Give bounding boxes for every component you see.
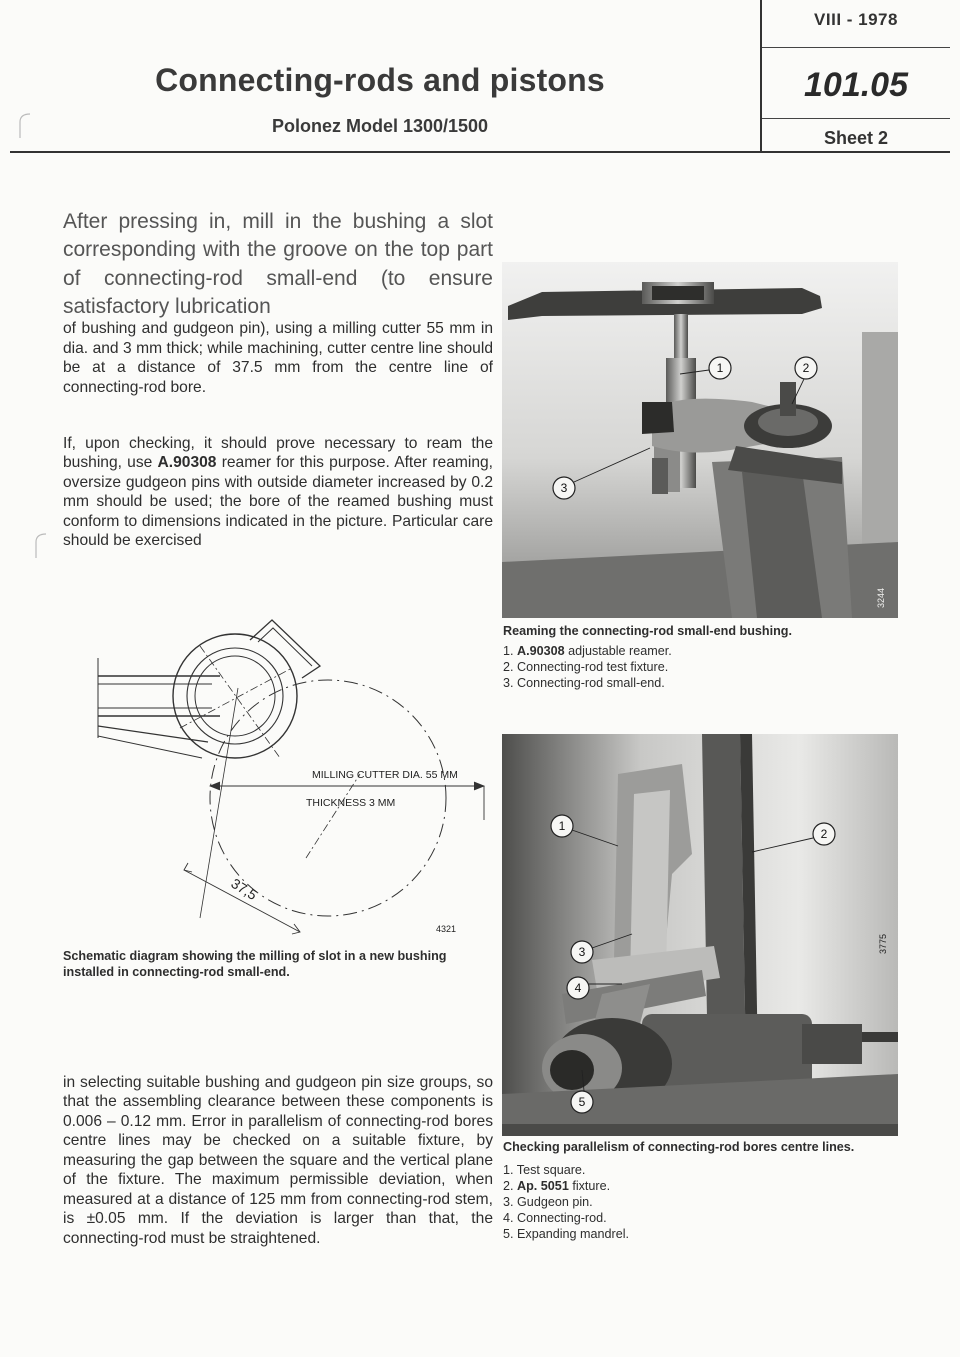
reaming-photo [502,262,898,618]
figure2-legend-item: 3. Gudgeon pin. [503,1195,593,1210]
photo2-callout-1: 1 [558,819,566,833]
body-paragraph-1-lead: After pressing in, mill in the bushing a slot corresponding with the groove on the top part of connecting-rod small-end (to ensure satisfactory lubrication [63,210,493,319]
photo1-ref-number: 3244 [876,587,886,608]
figure2-legend-item: 1. Test square. [503,1163,586,1177]
section-number: 101.05 [804,66,908,104]
diagram-ref-number: 4321 [436,924,457,934]
body-paragraph-2-end: reamer for this purpose. After reaming, oversize gudgeon pins with outside diameter increased by 0.2 mm should be used; the bore of the reamed bushing must conform to dimensions indicated in the picture. Particular care should be exercised [63,454,493,550]
body-paragraph-2-start: If, upon checking, it should prove necessary to ream the bushing, use [63,435,493,472]
side-bracket-mark [30,530,60,560]
figure1-caption: Reaming the connecting-rod small-end bushing. [503,624,792,638]
figure1-legend [503,643,903,691]
figure1-legend-item: 1. A.90308 adjustable reamer. [503,644,672,658]
page-subtitle: Polonez Model 1300/1500 [271,116,489,136]
photo2-ref-number: 3775 [878,933,888,954]
photo2-callout-2: 2 [820,827,828,841]
header-divider-bottom [762,118,950,119]
sheet-label: Sheet 2 [823,128,889,148]
parallelism-check-photo [502,734,898,1136]
diagram-label-cutter: MILLING CUTTER DIA. 55 MM [312,769,458,781]
figure2-legend-item: 2. Ap. 5051 fixture. [503,1179,611,1194]
edition-label: VIII - 1978 [814,10,898,29]
body-paragraph-3: in selecting suitable bushing and gudgeon pin size groups, so that the assembling clearance between these components is 0.006 – 0.12 mm. Error in parallelism of connecting-rod bores centre lines may be checked on a suitable fixture, by measuring the gap between the square and the vertical plane of the fixture. The maximum permissible deviation, when measured at a distance of 125 mm from connecting-rod stem, is ±0.05 mm. If the deviation is larger than that, the connecting-rod must be straightened. [63,1074,493,1247]
photo2-callout-4: 4 [574,981,582,995]
diagram-caption: Schematic diagram showing the milling of slot in a new bushing installed in connecting-rod small-end. [63,949,447,979]
diagram-label-thickness: THICKNESS 3 MM [306,797,396,809]
page-header [0,0,960,160]
photo1-callout-1: 1 [716,361,724,375]
photo2-callout-5: 5 [578,1095,586,1109]
figure2-legend-item: 4. Connecting-rod. [503,1211,607,1226]
photo1-callout-3: 3 [560,481,568,495]
figure1-legend-item: 3. Connecting-rod small-end. [503,676,665,691]
figure2-legend-item: 5. Expanding mandrel. [503,1227,630,1242]
body-paragraph-1-rest: of bushing and gudgeon pin), using a milling cutter 55 mm in dia. and 3 mm thick; while machining, cutter centre line should be at a distance of 37.5 mm from the centre line of connecting-rod bore. [63,320,493,396]
photo1-callout-2: 2 [802,361,810,375]
photo2-callout-3: 3 [578,945,586,959]
header-rule [10,151,950,153]
reamer-code: A.90308 [157,454,217,472]
diagram-label-distance: 37,5 [228,874,260,903]
body-paragraph-1 [63,208,493,397]
figure2-legend [503,1162,903,1243]
figure2-caption: Checking parallelism of connecting-rod bores centre lines. [503,1140,855,1154]
header-divider-top [762,47,950,48]
corner-bracket-mark [14,110,44,140]
page-title: Connecting-rods and pistons [155,62,605,98]
figure1-legend-item: 2. Connecting-rod test fixture. [503,660,669,675]
milling-schematic-diagram [80,618,490,938]
body-paragraph-2 [63,434,493,551]
